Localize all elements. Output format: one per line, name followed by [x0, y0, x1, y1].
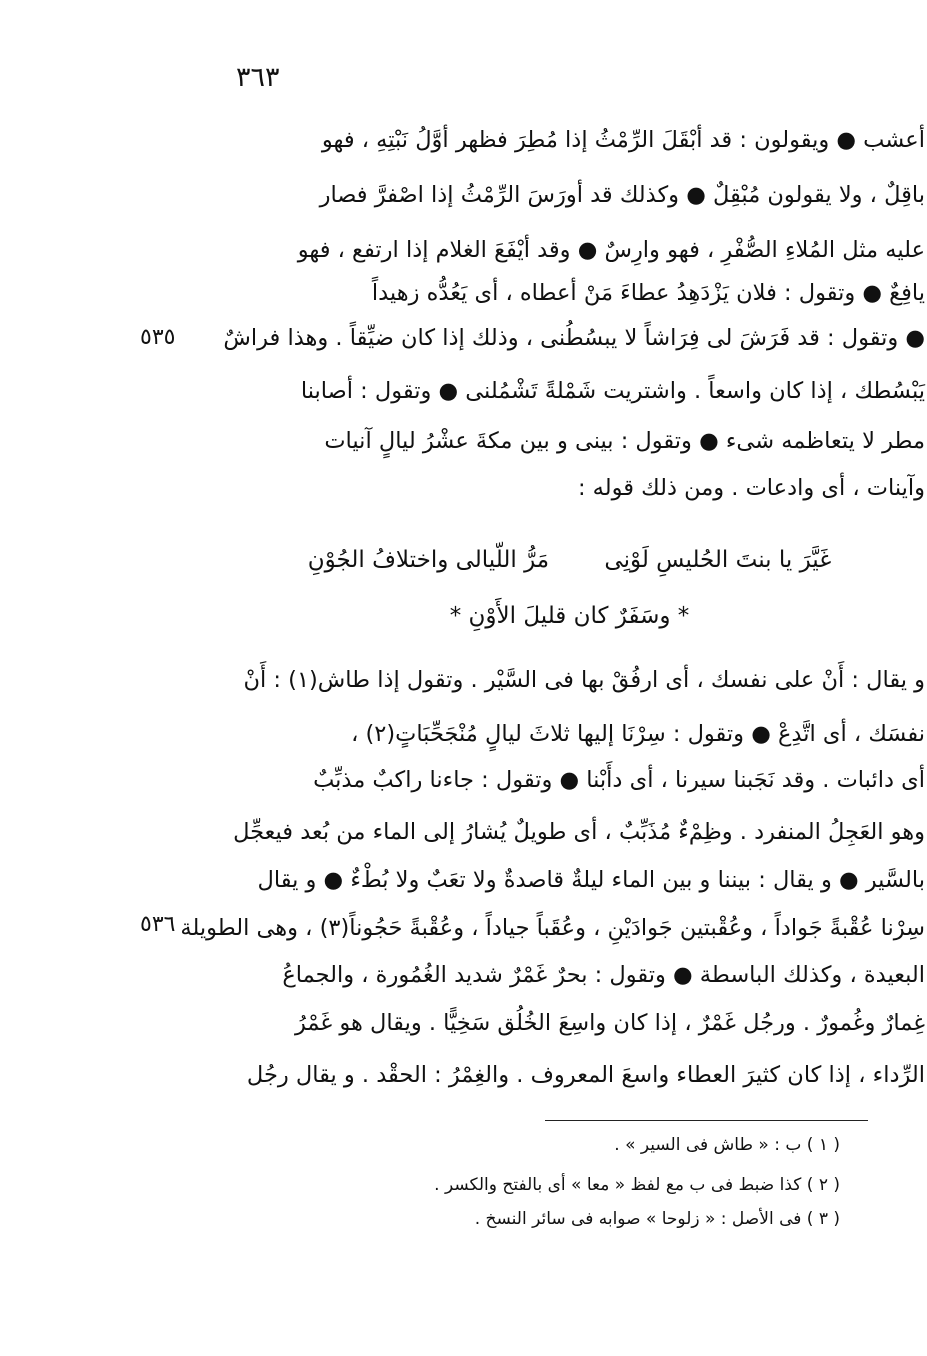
body-line: ● وتقول : قد فَرَشَ لى فِرَاشاً لا يبسُطُنى ، وذلك إذا كان ضيِّقاً . وهذا فراشٌ [223, 325, 925, 351]
body-line: يَبْسُطك ، إذا كان واسعاً . واشتريت شَمْلةً تَشْمُلنى ● وتقول : أصابنا [300, 378, 925, 404]
verse-line-2 [214, 596, 925, 636]
body-line: مطر لا يتعاظمه شىء ● وتقول : بينى و بين مكةَ عشْرُ ليالٍ آنيات [324, 428, 925, 454]
footnote: ( ٣ ) فى الأصل : « زلوحا » صوابه فى سائر النسخ . [474, 1209, 840, 1229]
verse-hemistich-second: * وسَفَرٌ كان قليلَ الأَوْنِ * [449, 603, 690, 629]
footnote: ( ١ ) ب : « طاش فى السير » . [614, 1135, 840, 1155]
body-line: أعشب ● ويقولون : قد أبْقَلَ الرِّمْثُ إذا مُطِرَ فظهر أوَّلُ نَبْتِهِ ، فهو [321, 127, 925, 153]
body-line: يافِعٌ ● وتقول : فلان يَزْدَهِدُ عطاءَ مَنْ أعطاه ، أى يَعُدُّه زهيداً [371, 280, 925, 306]
body-line: أى دائبات . وقد نَجَبنا سيرنا ، أى دأَبْنا ● وتقول : جاءنا راكبٌ مذبِّبٌ [313, 767, 925, 793]
body-line: عليه مثل المُلاءِ الصُّفْرِ ، فهو وارِسٌ ● وقد أيْفَعَ الغلام إذا ارتفع ، فهو [297, 237, 925, 263]
body-line: وهو العَجِلُ المنفرد . وظِمْءٌ مُذَبِّبٌ ، أى طويلٌ يُشارُ إلى الماء من بُعد فيعجِّل [233, 819, 925, 845]
verse-hemistich-left: مَرُّ اللّيالى واختلافُ الجُوْنِ [307, 547, 550, 573]
margin-number: ٥٣٥ [140, 325, 176, 350]
body-line: الرِّداء ، إذا كان كثيرَ العطاء واسعَ المعروف . والغِمْرُ : الحقْد . و يقال رجُل [246, 1062, 925, 1088]
body-line: نفسَك ، أى اتَّدِعْ ● وتقول : سِرْنَا إليها ثلاثَ ليالٍ مُنْجَحِّبَاتٍ(٢) ، [351, 721, 925, 747]
body-line: البعيدة ، وكذلك الباسطة ● وتقول : بحرٌ غَمْرٌ شديد الغُمُورة ، والجماعُ [282, 962, 925, 988]
body-line: غِمارٌ وغُمورٌ . ورجُل غَمْرٌ ، إذا كان واسِعَ الخُلُق سَخِيًّا . ويقال هو غَمْرُ [295, 1010, 925, 1036]
footnote: ( ٢ ) كذا ضبط فى ب مع لفظ « معا » أى بالفتح والكسر . [434, 1175, 840, 1195]
page-number: ٣٦٣ [236, 62, 280, 93]
body-line: بالسَّير ● و يقال : بيننا و بين الماء ليلةٌ قاصدةٌ ولا تعَبٌ ولا بُطْءٌ ● و يقال [257, 867, 925, 893]
body-line: وآينات ، أى وادعات . ومن ذلك قوله : [577, 475, 925, 501]
body-line: باقِلٌ ، ولا يقولون مُبْقِلٌ ● وكذلك قد أورَسَ الرِّمْثُ إذا اصْفرَّ فصار [319, 182, 925, 208]
verse-line-1 [214, 540, 925, 580]
body-line: سِرْنا عُقْبةً جَواداً ، وعُقْبتين جَوادَيْنِ ، وعُقَباً جياداً ، وعُقْبةً حَجُوناً(٣) ، وهى الطويلة [180, 915, 925, 941]
body-line: و يقال : أَنْ على نفسك ، أى ارفُقْ بها فى السَّيْر . وتقول إذا طاش(١) : أَنْ [243, 667, 925, 693]
verse-hemistich-right: غَيَّرَ يا بنتَ الحُليسِ لَوْنِى [604, 547, 832, 573]
margin-number: ٥٣٦ [140, 912, 176, 937]
footnote-divider [545, 1120, 868, 1121]
